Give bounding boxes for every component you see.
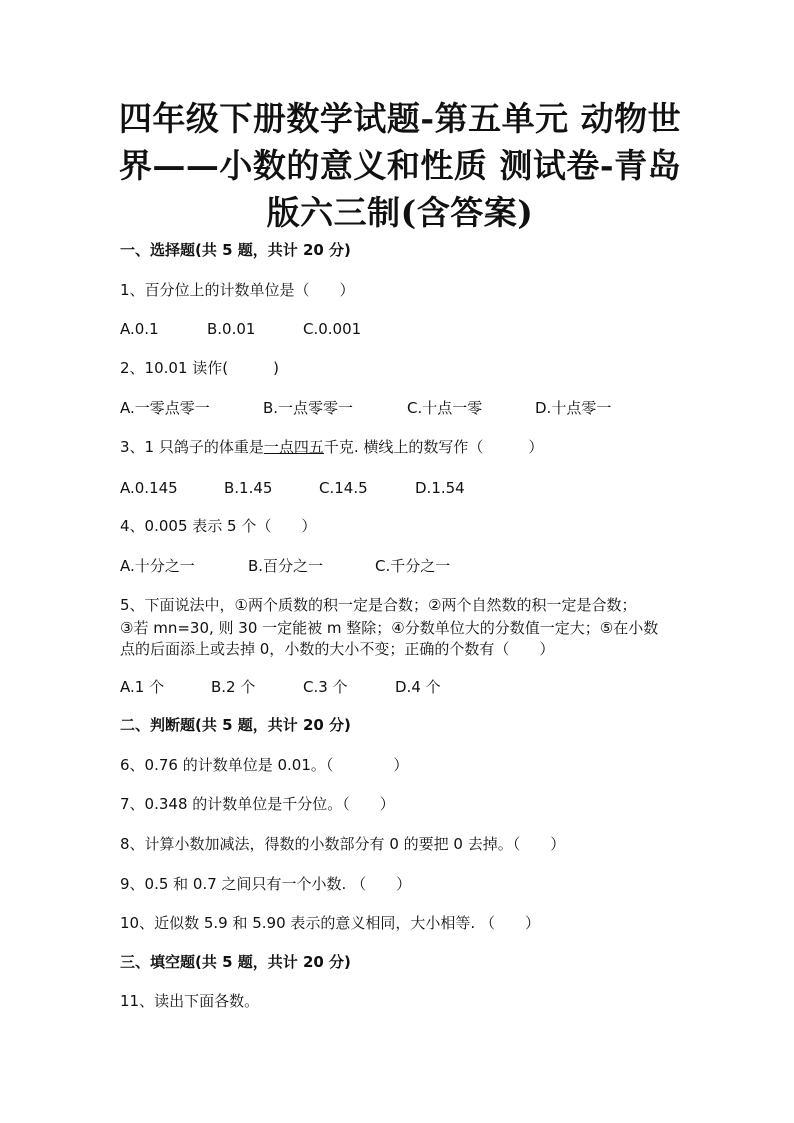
option-b: B.0.01 <box>207 320 256 338</box>
question-5-line-3: 点的后面添上或去掉 0，小数的大小不变；正确的个数有（ ） <box>120 640 555 658</box>
option-d: D.4 个 <box>395 678 441 696</box>
section-heading-fill-blank: 三、填空题(共 5 题，共计 20 分) <box>120 953 351 971</box>
option-a: A.0.145 <box>120 479 178 497</box>
option-a: A.一零点零一 <box>120 399 210 417</box>
option-c: C.0.001 <box>303 320 362 338</box>
option-c: C.千分之一 <box>375 557 451 575</box>
question-7: 7、0.348 的计数单位是千分位。（ ） <box>120 795 395 813</box>
section-heading-choice: 一、选择题(共 5 题，共计 20 分) <box>120 241 351 259</box>
option-d: D.十点零一 <box>535 399 612 417</box>
question-5-line-2: ③若 mn=30, 则 30 一定能被 m 整除；④分数单位大的分数值一定大；⑤在小数 <box>120 619 659 637</box>
option-d: D.1.54 <box>415 479 465 497</box>
question-11: 11、读出下面各数。 <box>120 992 260 1010</box>
question-6: 6、0.76 的计数单位是 0.01。（ ） <box>120 756 409 774</box>
question-2: 2、10.01 读作( ) <box>120 359 279 377</box>
option-a: A.1 个 <box>120 678 165 696</box>
question-3 <box>120 436 543 458</box>
question-9: 9、0.5 和 0.7 之间只有一个小数. （ ） <box>120 875 412 893</box>
question-4: 4、0.005 表示 5 个（ ） <box>120 517 317 535</box>
section-heading-judgement: 二、判断题(共 5 题，共计 20 分) <box>120 716 351 734</box>
title-line-3: 版六三制(含答案) <box>266 193 534 232</box>
question-3-suffix: 千克. 横线上的数写作（ ） <box>323 438 544 456</box>
question-10: 10、近似数 5.9 和 5.90 表示的意义相同，大小相等. （ ） <box>120 914 540 932</box>
title-line-2: 界——小数的意义和性质 测试卷-青岛 <box>118 146 682 185</box>
option-b: B.1.45 <box>224 479 273 497</box>
option-a: A.十分之一 <box>120 557 195 575</box>
option-c: C.十点一零 <box>407 399 483 417</box>
option-b: B.百分之一 <box>248 557 324 575</box>
document-title <box>110 95 690 236</box>
question-3-underlined: 一点四五 <box>263 438 324 456</box>
option-a: A.0.1 <box>120 320 159 338</box>
question-3-prefix: 3、1 只鸽子的体重是 <box>120 438 264 456</box>
option-b: B.2 个 <box>211 678 256 696</box>
option-b: B.一点零零一 <box>263 399 354 417</box>
question-8: 8、计算小数加减法，得数的小数部分有 0 的要把 0 去掉。（ ） <box>120 835 566 853</box>
question-5-line-1: 5、下面说法中，①两个质数的积一定是合数；②两个自然数的积一定是合数； <box>120 596 637 614</box>
option-c: C.14.5 <box>319 479 368 497</box>
title-line-1: 四年级下册数学试题-第五单元 动物世 <box>118 99 682 138</box>
question-1: 1、百分位上的计数单位是（ ） <box>120 281 355 299</box>
option-c: C.3 个 <box>303 678 348 696</box>
